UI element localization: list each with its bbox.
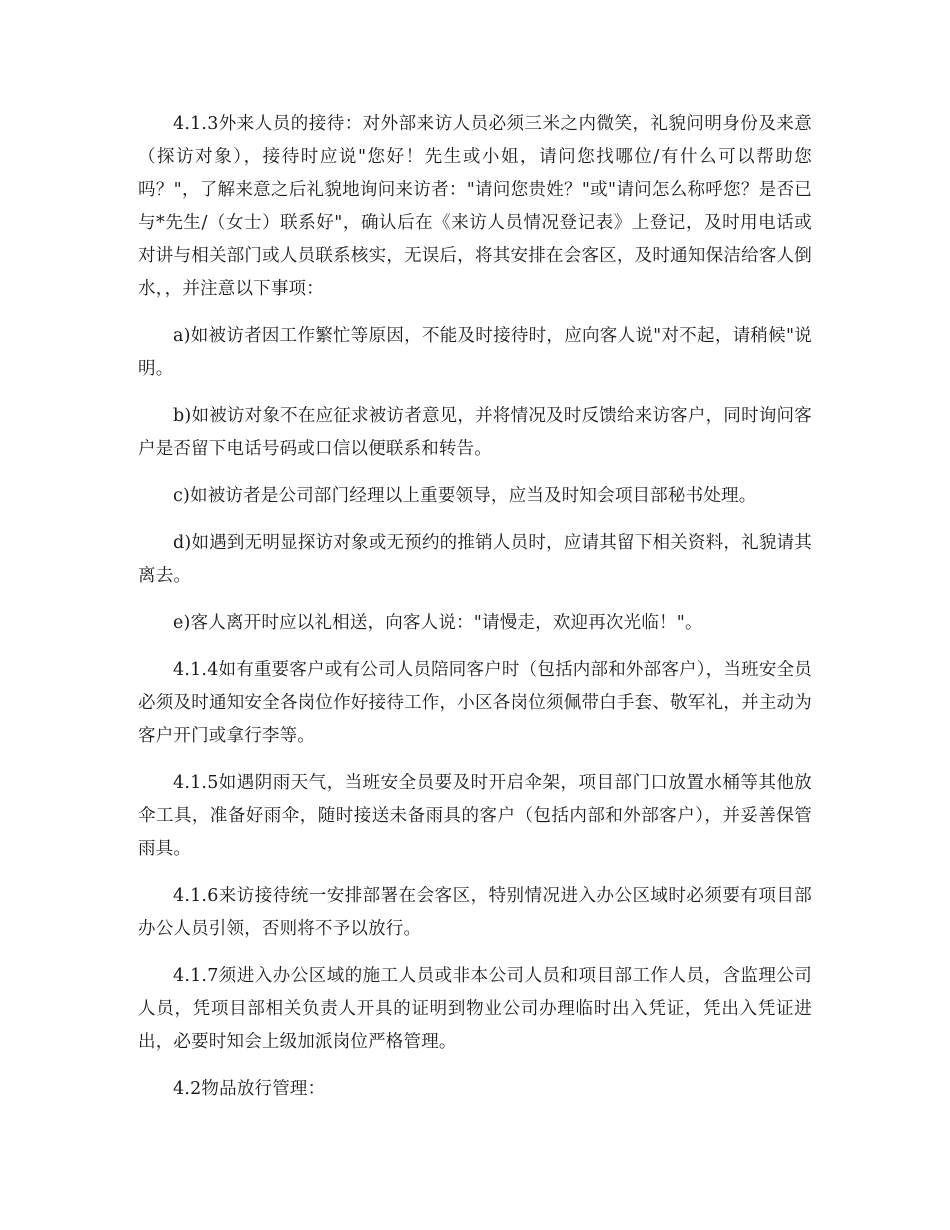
paragraph-item-c: c)如被访者是公司部门经理以上重要领导，应当及时知会项目部秘书处理。 — [173, 486, 757, 506]
paragraph-item-a: a)如被访者因工作繁忙等原因，不能及时接待时，应向客人说"对不起，请稍候"说明。 — [138, 326, 812, 379]
paragraph-4-2-heading: 4.2物品放行管理： — [173, 1079, 326, 1099]
paragraph-item-b: b)如被访对象不在应征求被访者意见，并将情况及时反馈给来访客户，同时询问客户是否留下电话号码或口信以便联系和转告。 — [138, 406, 812, 459]
paragraph-item-e: e)客人离开时应以礼相送，向客人说："请慢走，欢迎再次光临！"。 — [173, 613, 703, 633]
paragraph-4-1-4: 4.1.4如有重要客户或有公司人员陪同客户时（包括内部和外部客户），当班安全员必须及时通知安全各岗位作好接待工作，小区各岗位须佩带白手套、敬军礼，并主动为客户开门或拿行李等。 — [138, 660, 812, 746]
paragraph-4-1-5: 4.1.5如遇阴雨天气，当班安全员要及时开启伞架，项目部门口放置水桶等其他放伞工具，准备好雨伞，随时接送未备雨具的客户（包括内部和外部客户），并妥善保管雨具。 — [138, 773, 812, 859]
paragraph-item-d: d)如遇到无明显探访对象或无预约的推销人员时，应请其留下相关资料，礼貌请其离去。 — [138, 533, 812, 586]
paragraph-4-1-7: 4.1.7须进入办公区域的施工人员或非本公司人员和项目部工作人员，含监理公司人员，凭项目部相关负责人开具的证明到物业公司办理临时出入凭证，凭出入凭证进出，必要时知会上级加派岗位严格管理。 — [138, 966, 812, 1052]
document-body — [138, 108, 812, 1120]
paragraph-4-1-3: 4.1.3外来人员的接待：对外部来访人员必须三米之内微笑，礼貌问明身份及来意（探访对象），接待时应说"您好！先生或小姐，请问您找哪位/有什么可以帮助您吗？"，了解来意之后礼貌地询问来访者："请问您贵姓？"或"请问怎么称呼您？是否已与*先生/（女士）联系好"，确认后在《来访人员情况登记表》上登记，及时用电话或对讲与相关部门或人员联系核实，无误后，将其安排在会客区，及时通知保洁给客人倒水，，并注意以下事项： — [138, 114, 812, 299]
paragraph-4-1-6: 4.1.6来访接待统一安排部署在会客区，特别情况进入办公区域时必须要有项目部办公人员引领，否则将不予以放行。 — [138, 886, 812, 939]
